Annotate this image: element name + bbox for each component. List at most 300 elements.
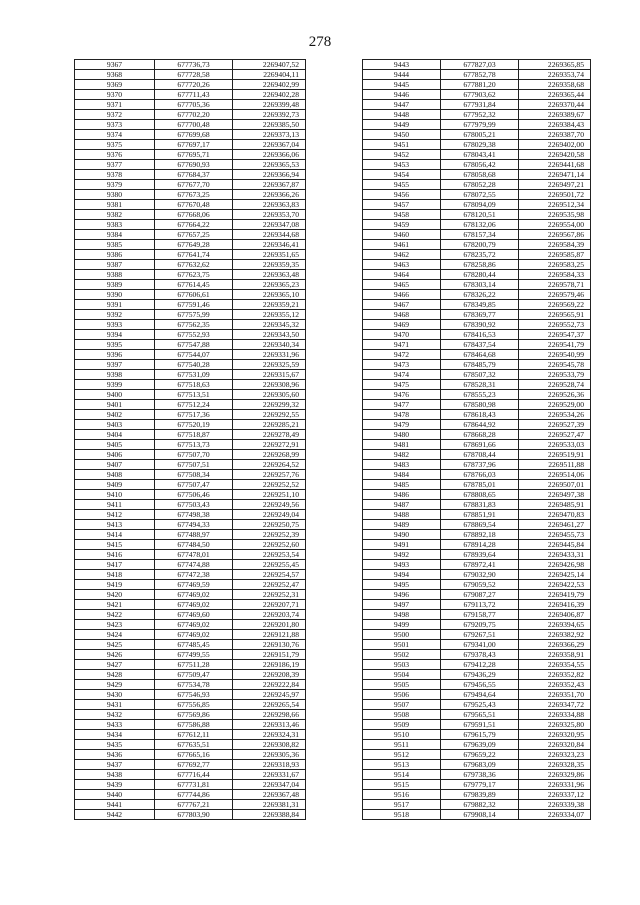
- x-coordinate-cell: 679615,79: [441, 730, 519, 740]
- x-coordinate-cell: 677728,58: [155, 70, 233, 80]
- point-number-cell: 9505: [363, 680, 441, 690]
- table-row: [363, 530, 591, 540]
- x-coordinate-cell: 679882,32: [441, 800, 519, 810]
- y-coordinate-cell: 2269365,44: [519, 90, 591, 100]
- x-coordinate-cell: 678120,51: [441, 210, 519, 220]
- point-number-cell: 9430: [75, 690, 155, 700]
- table-row: [75, 300, 306, 310]
- table-row: [75, 340, 306, 350]
- y-coordinate-cell: 2269347,04: [233, 780, 306, 790]
- y-coordinate-cell: 2269252,39: [233, 530, 306, 540]
- x-coordinate-cell: 678056,42: [441, 160, 519, 170]
- y-coordinate-cell: 2269353,70: [233, 210, 306, 220]
- x-coordinate-cell: 677767,21: [155, 800, 233, 810]
- table-row: [75, 420, 306, 430]
- x-coordinate-cell: 678668,28: [441, 430, 519, 440]
- y-coordinate-cell: 2269367,04: [233, 140, 306, 150]
- table-row: [363, 320, 591, 330]
- y-coordinate-cell: 2269511,88: [519, 460, 591, 470]
- x-coordinate-cell: 677684,37: [155, 170, 233, 180]
- y-coordinate-cell: 2269404,11: [233, 70, 306, 80]
- point-number-cell: 9516: [363, 790, 441, 800]
- table-row: [75, 440, 306, 450]
- point-number-cell: 9454: [363, 170, 441, 180]
- y-coordinate-cell: 2269394,65: [519, 620, 591, 630]
- point-number-cell: 9367: [75, 60, 155, 70]
- table-row: [75, 450, 306, 460]
- x-coordinate-cell: 677556,85: [155, 700, 233, 710]
- y-coordinate-cell: 2269584,39: [519, 240, 591, 250]
- table-row: [75, 430, 306, 440]
- point-number-cell: 9502: [363, 650, 441, 660]
- table-row: [75, 630, 306, 640]
- x-coordinate-cell: 677668,06: [155, 210, 233, 220]
- point-number-cell: 9399: [75, 380, 155, 390]
- point-number-cell: 9447: [363, 100, 441, 110]
- table-row: [75, 160, 306, 170]
- x-coordinate-cell: 678369,77: [441, 310, 519, 320]
- table-row: [75, 650, 306, 660]
- table-row: [75, 260, 306, 270]
- table-row: [75, 640, 306, 650]
- x-coordinate-cell: 677700,48: [155, 120, 233, 130]
- y-coordinate-cell: 2269353,74: [519, 70, 591, 80]
- y-coordinate-cell: 2269151,79: [233, 650, 306, 660]
- y-coordinate-cell: 2269365,85: [519, 60, 591, 70]
- point-number-cell: 9425: [75, 640, 155, 650]
- point-number-cell: 9396: [75, 350, 155, 360]
- table-row: [363, 580, 591, 590]
- x-coordinate-cell: 677484,50: [155, 540, 233, 550]
- table-row: [75, 210, 306, 220]
- x-coordinate-cell: 677511,28: [155, 660, 233, 670]
- table-row: [363, 700, 591, 710]
- point-number-cell: 9492: [363, 550, 441, 560]
- point-number-cell: 9427: [75, 660, 155, 670]
- y-coordinate-cell: 2269527,47: [519, 430, 591, 440]
- x-coordinate-cell: 678507,32: [441, 370, 519, 380]
- y-coordinate-cell: 2269346,41: [233, 240, 306, 250]
- x-coordinate-cell: 677513,73: [155, 440, 233, 450]
- point-number-cell: 9488: [363, 510, 441, 520]
- point-number-cell: 9461: [363, 240, 441, 250]
- point-number-cell: 9398: [75, 370, 155, 380]
- point-number-cell: 9400: [75, 390, 155, 400]
- y-coordinate-cell: 2269526,36: [519, 390, 591, 400]
- x-coordinate-cell: 678892,18: [441, 530, 519, 540]
- y-coordinate-cell: 2269320,84: [519, 740, 591, 750]
- table-row: [363, 670, 591, 680]
- y-coordinate-cell: 2269308,82: [233, 740, 306, 750]
- y-coordinate-cell: 2269345,32: [233, 320, 306, 330]
- point-number-cell: 9392: [75, 310, 155, 320]
- y-coordinate-cell: 2269501,72: [519, 190, 591, 200]
- point-number-cell: 9482: [363, 450, 441, 460]
- table-row: [363, 100, 591, 110]
- y-coordinate-cell: 2269255,45: [233, 560, 306, 570]
- point-number-cell: 9368: [75, 70, 155, 80]
- x-coordinate-cell: 678390,92: [441, 320, 519, 330]
- table-row: [75, 730, 306, 740]
- x-coordinate-cell: 677677,70: [155, 180, 233, 190]
- table-row: [363, 70, 591, 80]
- point-number-cell: 9466: [363, 290, 441, 300]
- table-row: [363, 640, 591, 650]
- x-coordinate-cell: 677469,60: [155, 610, 233, 620]
- point-number-cell: 9440: [75, 790, 155, 800]
- x-coordinate-cell: 678808,65: [441, 490, 519, 500]
- y-coordinate-cell: 2269352,43: [519, 680, 591, 690]
- y-coordinate-cell: 2269252,52: [233, 480, 306, 490]
- y-coordinate-cell: 2269253,54: [233, 550, 306, 560]
- x-coordinate-cell: 677699,68: [155, 130, 233, 140]
- point-number-cell: 9435: [75, 740, 155, 750]
- y-coordinate-cell: 2269367,87: [233, 180, 306, 190]
- y-coordinate-cell: 2269313,46: [233, 720, 306, 730]
- y-coordinate-cell: 2269507,01: [519, 480, 591, 490]
- table-row: [363, 370, 591, 380]
- point-number-cell: 9411: [75, 500, 155, 510]
- point-number-cell: 9453: [363, 160, 441, 170]
- point-number-cell: 9483: [363, 460, 441, 470]
- x-coordinate-cell: 679209,75: [441, 620, 519, 630]
- point-number-cell: 9407: [75, 460, 155, 470]
- table-row: [75, 740, 306, 750]
- table-row: [363, 710, 591, 720]
- table-row: [363, 720, 591, 730]
- table-row: [75, 350, 306, 360]
- y-coordinate-cell: 2269554,00: [519, 220, 591, 230]
- x-coordinate-cell: 677488,97: [155, 530, 233, 540]
- table-row: [363, 450, 591, 460]
- table-row: [75, 180, 306, 190]
- table-row: [363, 390, 591, 400]
- point-number-cell: 9503: [363, 660, 441, 670]
- x-coordinate-cell: 679113,72: [441, 600, 519, 610]
- point-number-cell: 9420: [75, 590, 155, 600]
- x-coordinate-cell: 677903,62: [441, 90, 519, 100]
- x-coordinate-cell: 679267,51: [441, 630, 519, 640]
- x-coordinate-cell: 677702,20: [155, 110, 233, 120]
- y-coordinate-cell: 2269519,91: [519, 450, 591, 460]
- x-coordinate-cell: 678464,68: [441, 350, 519, 360]
- table-row: [75, 770, 306, 780]
- point-number-cell: 9381: [75, 200, 155, 210]
- table-row: [363, 730, 591, 740]
- y-coordinate-cell: 2269351,70: [519, 690, 591, 700]
- x-coordinate-cell: 677731,81: [155, 780, 233, 790]
- point-number-cell: 9449: [363, 120, 441, 130]
- point-number-cell: 9402: [75, 410, 155, 420]
- y-coordinate-cell: 2269222,84: [233, 680, 306, 690]
- point-number-cell: 9369: [75, 80, 155, 90]
- y-coordinate-cell: 2269208,39: [233, 670, 306, 680]
- y-coordinate-cell: 2269324,31: [233, 730, 306, 740]
- table-row: [363, 170, 591, 180]
- point-number-cell: 9446: [363, 90, 441, 100]
- x-coordinate-cell: 678235,72: [441, 250, 519, 260]
- y-coordinate-cell: 2269355,12: [233, 310, 306, 320]
- point-number-cell: 9460: [363, 230, 441, 240]
- table-row: [75, 610, 306, 620]
- x-coordinate-cell: 679436,29: [441, 670, 519, 680]
- table-row: [363, 680, 591, 690]
- x-coordinate-cell: 677716,44: [155, 770, 233, 780]
- y-coordinate-cell: 2269344,68: [233, 230, 306, 240]
- y-coordinate-cell: 2269373,13: [233, 130, 306, 140]
- point-number-cell: 9371: [75, 100, 155, 110]
- y-coordinate-cell: 2269367,48: [233, 790, 306, 800]
- point-number-cell: 9463: [363, 260, 441, 270]
- table-row: [75, 460, 306, 470]
- point-number-cell: 9386: [75, 250, 155, 260]
- table-row: [363, 80, 591, 90]
- x-coordinate-cell: 677547,88: [155, 340, 233, 350]
- y-coordinate-cell: 2269251,10: [233, 490, 306, 500]
- table-row: [363, 740, 591, 750]
- table-row: [75, 130, 306, 140]
- table-row: [363, 60, 591, 70]
- y-coordinate-cell: 2269347,08: [233, 220, 306, 230]
- point-number-cell: 9419: [75, 580, 155, 590]
- point-number-cell: 9382: [75, 210, 155, 220]
- table-row: [363, 290, 591, 300]
- y-coordinate-cell: 2269249,56: [233, 500, 306, 510]
- x-coordinate-cell: 678766,03: [441, 470, 519, 480]
- x-coordinate-cell: 677494,33: [155, 520, 233, 530]
- point-number-cell: 9500: [363, 630, 441, 640]
- table-row: [75, 510, 306, 520]
- x-coordinate-cell: 677591,46: [155, 300, 233, 310]
- point-number-cell: 9452: [363, 150, 441, 160]
- table-row: [363, 140, 591, 150]
- y-coordinate-cell: 2269331,67: [233, 770, 306, 780]
- x-coordinate-cell: 677546,93: [155, 690, 233, 700]
- x-coordinate-cell: 677586,88: [155, 720, 233, 730]
- x-coordinate-cell: 679639,09: [441, 740, 519, 750]
- y-coordinate-cell: 2269318,93: [233, 760, 306, 770]
- y-coordinate-cell: 2269406,87: [519, 610, 591, 620]
- y-coordinate-cell: 2269359,35: [233, 260, 306, 270]
- table-row: [363, 260, 591, 270]
- x-coordinate-cell: 677469,59: [155, 580, 233, 590]
- point-number-cell: 9469: [363, 320, 441, 330]
- table-row: [363, 430, 591, 440]
- y-coordinate-cell: 2269545,78: [519, 360, 591, 370]
- point-number-cell: 9459: [363, 220, 441, 230]
- point-number-cell: 9515: [363, 780, 441, 790]
- point-number-cell: 9510: [363, 730, 441, 740]
- x-coordinate-cell: 677695,71: [155, 150, 233, 160]
- x-coordinate-cell: 678132,06: [441, 220, 519, 230]
- table-row: [363, 770, 591, 780]
- y-coordinate-cell: 2269585,87: [519, 250, 591, 260]
- x-coordinate-cell: 677852,78: [441, 70, 519, 80]
- x-coordinate-cell: 678303,14: [441, 280, 519, 290]
- point-number-cell: 9496: [363, 590, 441, 600]
- x-coordinate-cell: 677498,38: [155, 510, 233, 520]
- x-coordinate-cell: 677531,09: [155, 370, 233, 380]
- x-coordinate-cell: 677711,43: [155, 90, 233, 100]
- y-coordinate-cell: 2269201,80: [233, 620, 306, 630]
- x-coordinate-cell: 678280,44: [441, 270, 519, 280]
- point-number-cell: 9418: [75, 570, 155, 580]
- table-row: [75, 100, 306, 110]
- x-coordinate-cell: 677469,02: [155, 620, 233, 630]
- x-coordinate-cell: 678914,28: [441, 540, 519, 550]
- point-number-cell: 9471: [363, 340, 441, 350]
- x-coordinate-cell: 679908,14: [441, 810, 519, 820]
- y-coordinate-cell: 2269329,86: [519, 770, 591, 780]
- y-coordinate-cell: 2269547,37: [519, 330, 591, 340]
- x-coordinate-cell: 678416,53: [441, 330, 519, 340]
- x-coordinate-cell: 678485,79: [441, 360, 519, 370]
- point-number-cell: 9455: [363, 180, 441, 190]
- point-number-cell: 9457: [363, 200, 441, 210]
- y-coordinate-cell: 2269305,60: [233, 390, 306, 400]
- point-number-cell: 9388: [75, 270, 155, 280]
- point-number-cell: 9395: [75, 340, 155, 350]
- y-coordinate-cell: 2269265,54: [233, 700, 306, 710]
- point-number-cell: 9499: [363, 620, 441, 630]
- table-row: [75, 410, 306, 420]
- y-coordinate-cell: 2269285,21: [233, 420, 306, 430]
- x-coordinate-cell: 678058,68: [441, 170, 519, 180]
- y-coordinate-cell: 2269331,96: [233, 350, 306, 360]
- y-coordinate-cell: 2269363,48: [233, 270, 306, 280]
- point-number-cell: 9480: [363, 430, 441, 440]
- table-row: [75, 590, 306, 600]
- table-row: [363, 230, 591, 240]
- y-coordinate-cell: 2269325,80: [519, 720, 591, 730]
- y-coordinate-cell: 2269366,29: [519, 640, 591, 650]
- x-coordinate-cell: 677518,87: [155, 430, 233, 440]
- x-coordinate-cell: 678005,21: [441, 130, 519, 140]
- x-coordinate-cell: 678644,92: [441, 420, 519, 430]
- x-coordinate-cell: 677664,22: [155, 220, 233, 230]
- point-number-cell: 9393: [75, 320, 155, 330]
- table-row: [75, 80, 306, 90]
- x-coordinate-cell: 679032,90: [441, 570, 519, 580]
- y-coordinate-cell: 2269325,59: [233, 360, 306, 370]
- table-row: [363, 480, 591, 490]
- point-number-cell: 9375: [75, 140, 155, 150]
- point-number-cell: 9478: [363, 410, 441, 420]
- point-number-cell: 9421: [75, 600, 155, 610]
- y-coordinate-cell: 2269130,76: [233, 640, 306, 650]
- x-coordinate-cell: 677569,86: [155, 710, 233, 720]
- point-number-cell: 9462: [363, 250, 441, 260]
- y-coordinate-cell: 2269292,55: [233, 410, 306, 420]
- table-row: [363, 120, 591, 130]
- point-number-cell: 9490: [363, 530, 441, 540]
- x-coordinate-cell: 677881,20: [441, 80, 519, 90]
- table-row: [75, 540, 306, 550]
- x-coordinate-cell: 679738,36: [441, 770, 519, 780]
- y-coordinate-cell: 2269352,82: [519, 670, 591, 680]
- y-coordinate-cell: 2269578,71: [519, 280, 591, 290]
- table-row: [363, 380, 591, 390]
- point-number-cell: 9464: [363, 270, 441, 280]
- table-row: [75, 520, 306, 530]
- x-coordinate-cell: 679341,00: [441, 640, 519, 650]
- y-coordinate-cell: 2269402,00: [519, 140, 591, 150]
- point-number-cell: 9401: [75, 400, 155, 410]
- table-row: [75, 60, 306, 70]
- point-number-cell: 9518: [363, 810, 441, 820]
- x-coordinate-cell: 679087,27: [441, 590, 519, 600]
- table-row: [75, 480, 306, 490]
- y-coordinate-cell: 2269441,68: [519, 160, 591, 170]
- y-coordinate-cell: 2269186,19: [233, 660, 306, 670]
- table-row: [363, 400, 591, 410]
- table-row: [75, 710, 306, 720]
- x-coordinate-cell: 677632,62: [155, 260, 233, 270]
- x-coordinate-cell: 677469,02: [155, 590, 233, 600]
- y-coordinate-cell: 2269584,33: [519, 270, 591, 280]
- y-coordinate-cell: 2269365,23: [233, 280, 306, 290]
- table-row: [363, 280, 591, 290]
- y-coordinate-cell: 2269358,68: [519, 80, 591, 90]
- y-coordinate-cell: 2269552,73: [519, 320, 591, 330]
- x-coordinate-cell: 678691,66: [441, 440, 519, 450]
- point-number-cell: 9391: [75, 300, 155, 310]
- y-coordinate-cell: 2269308,96: [233, 380, 306, 390]
- y-coordinate-cell: 2269535,98: [519, 210, 591, 220]
- table-row: [75, 120, 306, 130]
- x-coordinate-cell: 677649,28: [155, 240, 233, 250]
- table-row: [75, 140, 306, 150]
- y-coordinate-cell: 2269358,91: [519, 650, 591, 660]
- point-number-cell: 9413: [75, 520, 155, 530]
- table-row: [363, 800, 591, 810]
- x-coordinate-cell: 677670,48: [155, 200, 233, 210]
- point-number-cell: 9451: [363, 140, 441, 150]
- table-row: [75, 490, 306, 500]
- coordinates-table-left: [74, 59, 306, 820]
- table-row: [363, 220, 591, 230]
- table-row: [75, 620, 306, 630]
- table-row: [363, 180, 591, 190]
- x-coordinate-cell: 677744,86: [155, 790, 233, 800]
- point-number-cell: 9487: [363, 500, 441, 510]
- table-row: [363, 190, 591, 200]
- point-number-cell: 9434: [75, 730, 155, 740]
- y-coordinate-cell: 2269382,92: [519, 630, 591, 640]
- y-coordinate-cell: 2269388,84: [233, 810, 306, 820]
- y-coordinate-cell: 2269402,28: [233, 90, 306, 100]
- point-number-cell: 9406: [75, 450, 155, 460]
- table-row: [75, 570, 306, 580]
- x-coordinate-cell: 677614,45: [155, 280, 233, 290]
- point-number-cell: 9424: [75, 630, 155, 640]
- point-number-cell: 9416: [75, 550, 155, 560]
- point-number-cell: 9514: [363, 770, 441, 780]
- table-row: [363, 340, 591, 350]
- table-row: [75, 240, 306, 250]
- x-coordinate-cell: 679565,51: [441, 710, 519, 720]
- x-coordinate-cell: 677635,51: [155, 740, 233, 750]
- y-coordinate-cell: 2269433,31: [519, 550, 591, 560]
- y-coordinate-cell: 2269420,58: [519, 150, 591, 160]
- y-coordinate-cell: 2269461,27: [519, 520, 591, 530]
- y-coordinate-cell: 2269470,83: [519, 510, 591, 520]
- point-number-cell: 9511: [363, 740, 441, 750]
- table-row: [363, 620, 591, 630]
- y-coordinate-cell: 2269471,14: [519, 170, 591, 180]
- point-number-cell: 9506: [363, 690, 441, 700]
- point-number-cell: 9512: [363, 750, 441, 760]
